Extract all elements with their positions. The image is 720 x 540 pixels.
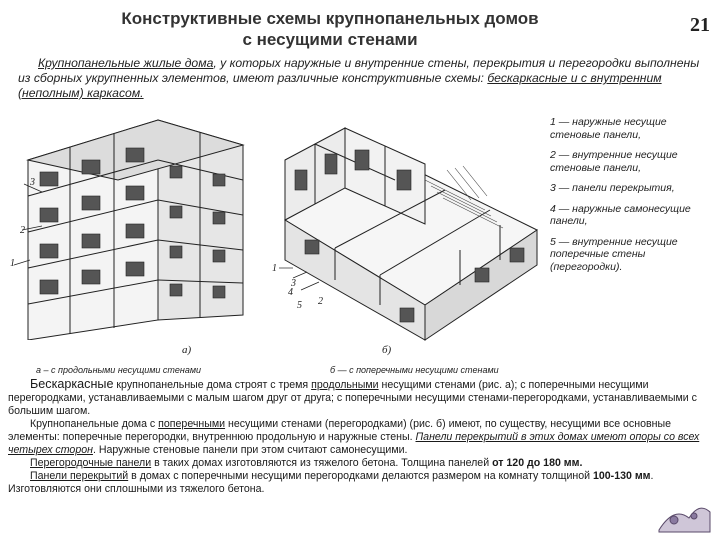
figure-b-callout-4: 4 <box>288 287 293 298</box>
paragraph-4-text-a: в домах с поперечными несущими перегородками делаются размером на комнату толщиной <box>128 470 593 482</box>
figure-b-callout-5: 5 <box>297 300 302 311</box>
title-line-2: с несущими стенами <box>242 30 418 49</box>
paragraph-2-highlight: Панели перекрытий в этих домах имеют опоры со всех четырех сторон <box>8 431 700 456</box>
paragraph-4-value: 100-130 мм <box>593 470 651 482</box>
figure-a-callout-2: 2 <box>20 225 25 236</box>
legend-item-4: 4 — наружные самонесущие панели, <box>550 202 691 227</box>
paragraph-2 <box>8 418 708 457</box>
intro-schemes: бескаркасные и с внутренним (неполным) каркасом. <box>18 71 662 100</box>
figure-legend <box>550 116 720 281</box>
paragraph-2-text-c: . Наружные стеновые панели при этом считают самонесущими. <box>92 444 408 456</box>
figure-a-label: а) <box>182 344 192 356</box>
intro-text: , у которых наружные и внутренние стены, перекрытия и перегородки выполнены из сборных укрупненных элементов, имеют различные конструктивные схемы: <box>18 56 700 85</box>
figure-a-drawing <box>8 100 253 340</box>
figure-b-callout-1: 1 <box>272 263 277 274</box>
figure-b-label: б) <box>382 344 392 356</box>
figure-a-caption: а – с продольными несущими стенами <box>36 365 202 375</box>
paragraph-4 <box>8 470 708 496</box>
paragraph-4-term: Панели перекрытий <box>30 470 129 482</box>
figure-b-drawing <box>275 100 543 345</box>
paragraph-2-text-b: несущими стенами (перегородками) (рис. б) имеют, по существу, несущими все основные элементы: поперечные перегородки, внутреннюю продольную и наружные стены. <box>8 418 671 443</box>
body-text <box>8 378 708 496</box>
figure-b-callout-2: 2 <box>318 296 323 307</box>
paragraph-1-text-b: несущими стенами (рис. а); с поперечными несущими перегородками, устанавливаемыми с малым шагом друг от друга; с поперечными несущими стенами-перегородками, устанавливаемыми с большим шагом. <box>8 379 697 417</box>
title-line-1: Конструктивные схемы крупнопанельных домов <box>121 9 539 28</box>
intro-term: Крупнопанельные жилые дома <box>38 56 214 70</box>
page-title <box>70 8 590 50</box>
legend-item-3: 3 — панели перекрытия, <box>550 182 675 194</box>
paragraph-2-emphasis: поперечными <box>158 418 226 430</box>
figure-a-callout-3: 3 <box>30 177 35 188</box>
page-number: 21 <box>690 14 710 36</box>
paragraph-1-emphasis: продольными <box>311 379 379 391</box>
paragraph-1-term: Бескаркасные <box>30 377 114 391</box>
paragraph-3-text: в таких домах изготовляются из тяжелого бетона. Толщина панелей <box>151 457 493 469</box>
paragraph-1-text-a: крупнопанельные дома строят с тремя <box>113 379 312 391</box>
paragraph-3 <box>8 457 708 470</box>
paragraph-1 <box>8 378 708 418</box>
figure-a-callout-1: 1 <box>10 258 15 269</box>
figure-b-caption: б — с поперечными несущими стенами <box>330 365 499 375</box>
intro-paragraph <box>18 56 708 101</box>
paragraph-3-value: от 120 до 180 мм. <box>492 457 583 469</box>
corner-ornament <box>654 496 714 536</box>
paragraph-2-text-a: Крупнопанельные дома с <box>30 418 159 430</box>
legend-item-5: 5 — внутренние несущие поперечные стены (перегородки). <box>550 235 678 273</box>
paragraph-4-text-b: . Изготовляются они сплошными из тяжелого бетона. <box>8 470 654 495</box>
legend-item-2: 2 — внутренние несущие стеновые панели, <box>550 149 678 174</box>
figure-b-callout-3: 3 <box>291 278 296 289</box>
paragraph-3-term: Перегородочные панели <box>30 457 152 469</box>
legend-item-1: 1 — наружные несущие стеновые панели, <box>550 116 667 141</box>
